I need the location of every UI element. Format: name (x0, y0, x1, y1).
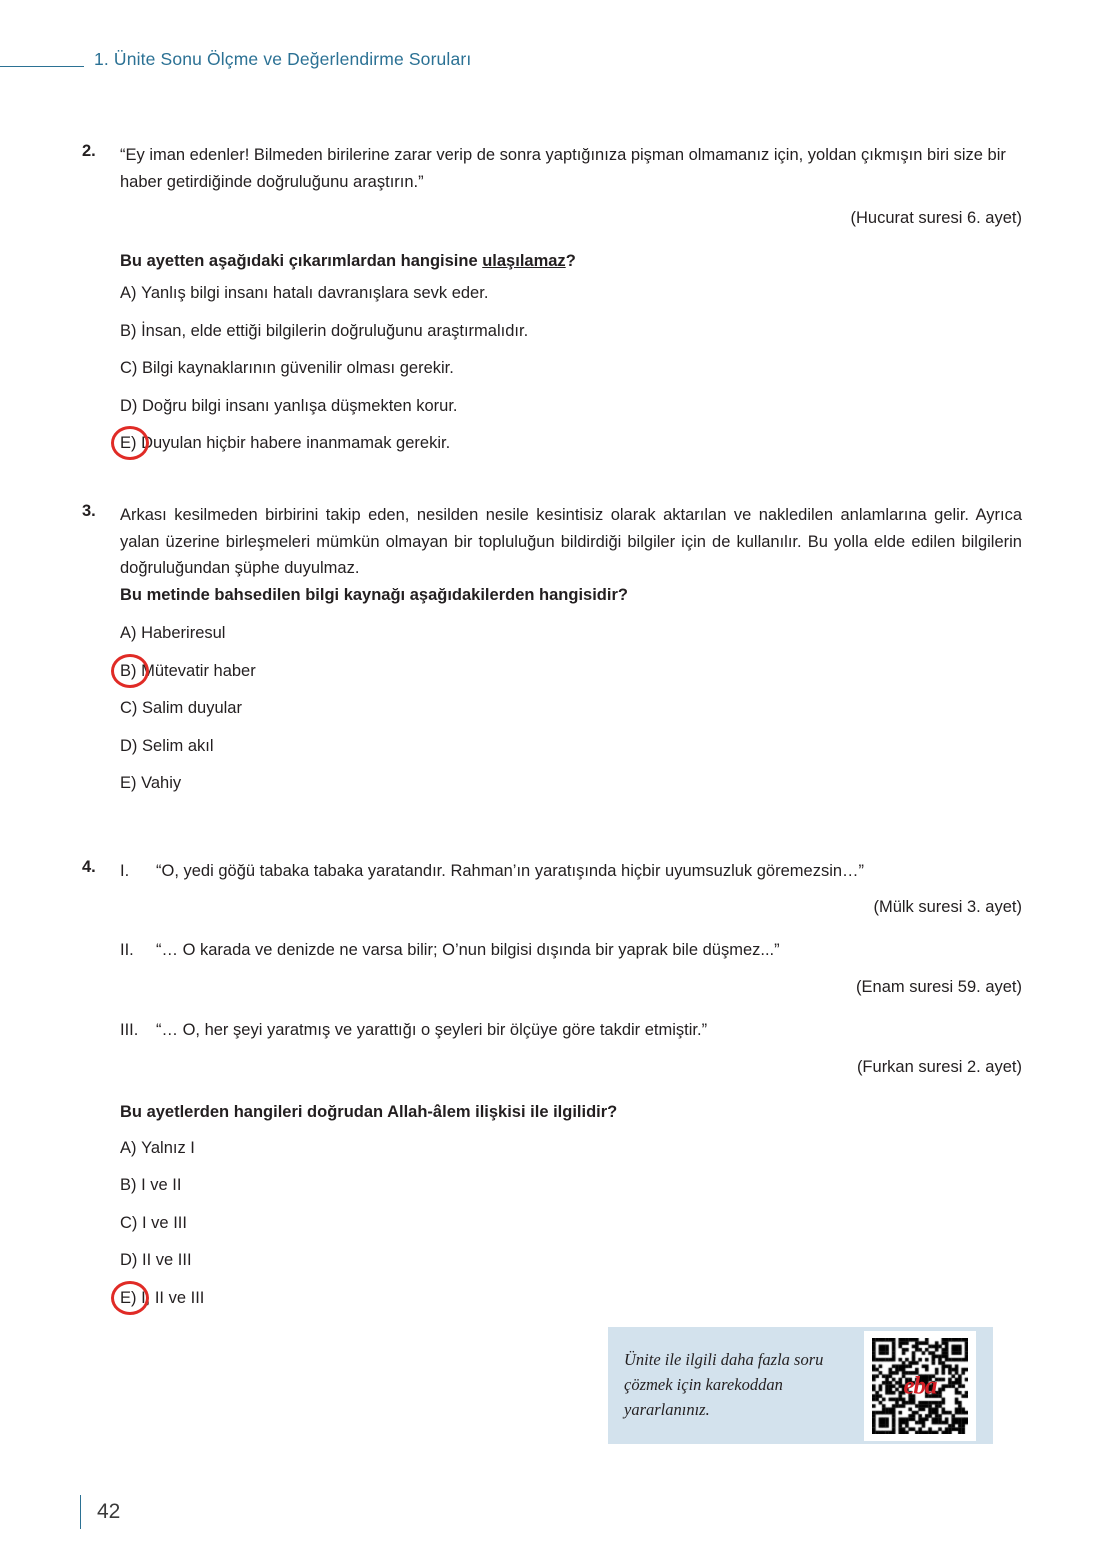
option-letter: E) (120, 434, 137, 453)
option-e[interactable] (120, 435, 1022, 452)
option-d[interactable] (120, 1252, 1022, 1269)
option-text: Mütevatir haber (141, 661, 256, 680)
option-letter: E) (120, 1288, 137, 1307)
option-letter: C) (120, 1213, 138, 1232)
option-letter: A) (120, 284, 137, 303)
question-2 (82, 142, 1022, 452)
option-e[interactable] (120, 775, 1022, 792)
roman-text: “… O, her şeyi yaratmış ve yarattığı o şeyleri bir ölçüye göre takdir etmiştir.” (156, 1021, 708, 1040)
roman-source-1: (Mülk suresi 3. ayet) (873, 898, 1022, 917)
option-text: II ve III (142, 1251, 192, 1270)
option-letter: E) (120, 774, 137, 793)
option-b[interactable] (120, 323, 1022, 340)
content-column (82, 142, 1022, 1306)
option-text: Duyulan hiçbir habere inanmamak gerekir. (141, 434, 451, 453)
prompt-text-before: Bu metinde bahsedilen bilgi kaynağı aşağıdakilerden hangisidir? (120, 586, 628, 605)
roman-numeral: III. (120, 1021, 139, 1040)
question-3 (82, 502, 1022, 792)
option-text: I ve III (142, 1213, 187, 1232)
option-d[interactable] (120, 738, 1022, 755)
option-b[interactable] (120, 663, 1022, 680)
option-b[interactable] (120, 1177, 1022, 1194)
option-letter: B) (120, 321, 137, 340)
option-text: Haberiresul (141, 624, 226, 643)
option-text: I ve II (141, 1176, 182, 1195)
option-c[interactable] (120, 360, 1022, 377)
footer-rule-decoration (80, 1495, 81, 1529)
option-c[interactable] (120, 1215, 1022, 1232)
roman-item-1 (120, 858, 1022, 885)
question-stem: Arkası kesilmeden birbirini takip eden, nesilden nesile kesintisiz olarak aktarılan ve nakledilen anlamlarına gelir. Ayrıca yalan üzerine birleşmeleri mümkün olmayan bir topluluğun bildirdiği bilgiler için de kullanılır. Bu yolla elde edilen bilgilerin doğruluğundan şüphe duyulmaz. (120, 505, 1022, 578)
question-number: 2. (82, 142, 96, 160)
option-a[interactable] (120, 285, 1022, 302)
option-a[interactable] (120, 625, 1022, 642)
option-d[interactable] (120, 398, 1022, 415)
question-number: 4. (82, 857, 96, 876)
option-letter: C) (120, 359, 138, 378)
option-letter: A) (120, 624, 137, 643)
option-text: I, II ve III (141, 1288, 205, 1307)
question-prompt (120, 586, 1022, 605)
option-letter: D) (120, 396, 138, 415)
option-text: Yanlış bilgi insanı hatalı davranışlara sevk eder. (141, 284, 489, 303)
qr-caption: Ünite ile ilgili daha fazla soru çözmek için karekoddan yararlanınız. (624, 1350, 824, 1419)
option-text: Selim akıl (142, 736, 214, 755)
question-number: 3. (82, 501, 96, 520)
roman-numeral: II. (120, 941, 134, 960)
roman-source-3: (Furkan suresi 2. ayet) (856, 1057, 1022, 1076)
header-rule-decoration (0, 66, 84, 67)
option-e[interactable] (120, 1290, 1022, 1307)
option-letter: D) (120, 736, 138, 755)
option-letter: D) (120, 1251, 138, 1270)
option-a[interactable] (120, 1140, 1022, 1157)
options-list (120, 285, 1022, 452)
option-text: Yalnız I (141, 1138, 195, 1157)
question-4 (82, 858, 1022, 1307)
option-c[interactable] (120, 700, 1022, 717)
qr-code-frame[interactable] (864, 1331, 976, 1441)
eba-logo: eba (903, 1372, 937, 1399)
question-stem: “Ey iman edenler! Bilmeden birilerine zarar verip de sonra yaptığınıza pişman olmamanız için, yoldan çıkmışın biri size bir haber getirdiğinde doğruluğunu araştırın.” (120, 146, 1006, 191)
roman-text: “O, yedi göğü tabaka tabaka yaratandır. Rahman’ın yaratışında hiçbir uyumsuzluk göremezsin…” (156, 861, 865, 880)
option-text: Bilgi kaynaklarının güvenilir olması gerekir. (142, 359, 454, 378)
qr-info-box (608, 1327, 993, 1444)
prompt-text-after: ? (565, 252, 576, 271)
options-list (120, 1140, 1022, 1307)
option-text: Salim duyular (142, 699, 242, 718)
question-source: (Hucurat suresi 6. ayet) (850, 209, 1022, 228)
option-letter: B) (120, 1176, 137, 1195)
roman-text: “… O karada ve denizde ne varsa bilir; O’nun bilgisi dışında bir yaprak bile düşmez...” (156, 941, 780, 960)
page-footer (80, 1495, 120, 1529)
option-letter: A) (120, 1138, 137, 1157)
prompt-underlined-word: ulaşılamaz (482, 252, 566, 271)
roman-item-2 (120, 937, 1022, 964)
page-header (0, 44, 1105, 74)
question-prompt (120, 1103, 1022, 1122)
prompt-text-before: Bu ayetten aşağıdaki çıkarımlardan hangisine (120, 252, 483, 271)
question-prompt (120, 252, 1022, 271)
roman-item-3 (120, 1017, 1022, 1044)
option-text: Doğru bilgi insanı yanlışa düşmekten korur. (142, 396, 458, 415)
page-number: 42 (97, 1500, 121, 1523)
options-list (120, 625, 1022, 792)
prompt-text-before: Bu ayetlerden hangileri doğrudan Allah-âlem ilişkisi ile ilgilidir? (120, 1102, 618, 1121)
option-text: Vahiy (141, 774, 182, 793)
roman-source-2: (Enam suresi 59. ayet) (856, 978, 1022, 997)
option-letter: B) (120, 661, 137, 680)
page-title: 1. Ünite Sonu Ölçme ve Değerlendirme Soruları (94, 48, 472, 69)
option-text: İnsan, elde ettiği bilgilerin doğruluğunu araştırmalıdır. (141, 321, 529, 340)
option-letter: C) (120, 699, 138, 718)
roman-numeral: I. (120, 861, 130, 880)
